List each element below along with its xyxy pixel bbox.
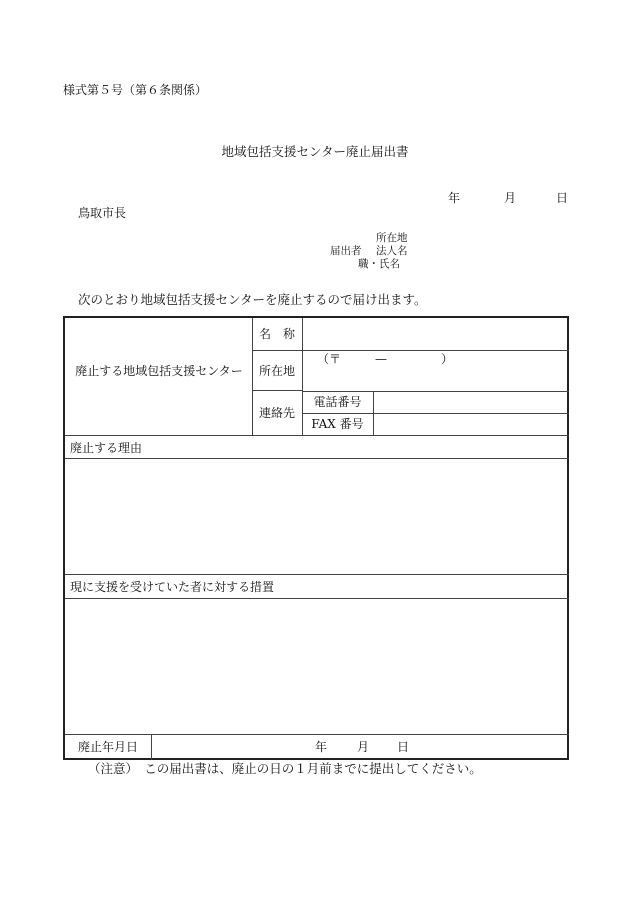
measures-field[interactable]	[68, 600, 566, 732]
intro-text: 次のとおり地域包括支援センターを廃止するので届け出ます。	[78, 292, 427, 307]
phone-field[interactable]	[376, 393, 567, 413]
document-title: 地域包括支援センター廃止届出書	[221, 144, 409, 159]
notification-table	[63, 316, 569, 760]
divider	[151, 734, 152, 760]
abolish-month: 月	[357, 740, 370, 754]
location-field[interactable]	[305, 368, 567, 388]
abolish-year: 年	[315, 740, 328, 754]
divider	[252, 350, 569, 351]
postal-open: （〒	[317, 352, 342, 366]
postal-close: ）	[441, 352, 454, 366]
date-year: 年	[448, 191, 461, 205]
applicant-corp-name-label: 法人名	[376, 245, 408, 257]
addressee: 鳥取市長	[78, 206, 127, 220]
applicant-address-label: 所在地	[376, 232, 408, 244]
fax-label: FAX 番号	[311, 417, 364, 431]
reason-label: 廃止する理由	[70, 441, 143, 455]
divider	[302, 413, 569, 414]
postal-dash: —	[375, 352, 387, 366]
center-label: 廃止する地域包括支援センター	[75, 364, 243, 378]
phone-label: 電話番号	[313, 395, 362, 409]
divider	[302, 391, 569, 392]
note-text: （注意） この届出書は、廃止の日の１月前までに提出してください。	[88, 761, 482, 776]
divider	[252, 390, 302, 391]
name-field[interactable]	[305, 320, 567, 348]
abolish-date-label: 廃止年月日	[77, 740, 138, 754]
reason-field[interactable]	[68, 460, 566, 572]
divider	[65, 435, 569, 436]
applicant-rep-label: 職・氏名	[358, 258, 400, 270]
abolish-day: 日	[397, 740, 410, 754]
fax-field[interactable]	[376, 415, 567, 435]
divider	[65, 574, 569, 575]
applicant-notifier-label: 届出者	[330, 245, 362, 257]
name-label: 名 称	[258, 327, 295, 341]
location-label: 所在地	[258, 364, 295, 378]
date-month: 月	[504, 191, 517, 205]
contact-label: 連絡先	[258, 406, 295, 420]
measures-label: 現に支援を受けていた者に対する措置	[70, 580, 275, 594]
form-number: 様式第５号（第６条関係）	[63, 83, 208, 97]
divider	[65, 598, 569, 599]
date-day: 日	[556, 191, 569, 205]
divider	[65, 734, 569, 735]
divider	[373, 391, 374, 435]
divider	[65, 458, 569, 459]
